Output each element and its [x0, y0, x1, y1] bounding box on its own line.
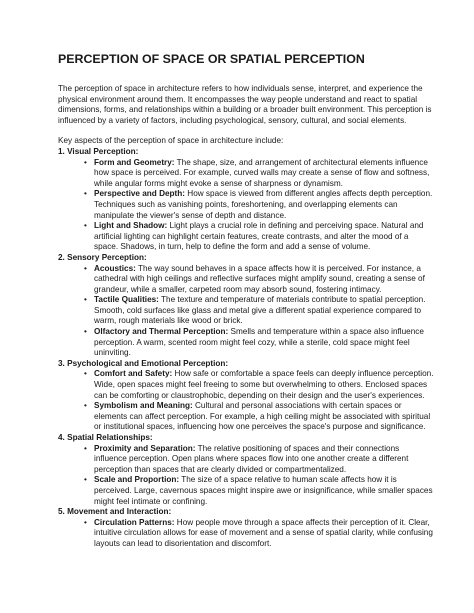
bullet-icon: •	[84, 189, 87, 199]
bullet-list	[58, 369, 434, 433]
bullet-icon: •	[84, 517, 87, 527]
item-text: Light plays a crucial role in defining and perceiving space. Natural and artificial lighting can highlight certain features, create contrasts, and alter the mood of a space. Shadows, in turn, help to define the form and add a sense of volume.	[94, 221, 424, 252]
item-term: Symbolism and Meaning:	[94, 401, 193, 411]
item-text: The texture and temperature of materials contribute to spatial perception. Smooth, cold surfaces like glass and metal give a different spatial experience compared to warm, rough materials like wood or brick.	[94, 295, 426, 326]
intro-paragraph: The perception of space in architecture refers to how individuals sense, interpret, and experience the physical environment around them. It encompasses the way people understand and react to spatial dimensions, forms, and relationships within a building or a broader built environment. This perception is influenced by a variety of factors, including psychological, sensory, cultural, and social elements.	[58, 84, 432, 125]
item-term: Olfactory and Thermal Perception:	[94, 327, 229, 337]
section-heading: 2. Sensory Perception:	[58, 252, 147, 262]
item-term: Comfort and Safety:	[94, 369, 173, 379]
bullet-list	[58, 264, 434, 359]
item-text: Cultural and personal associations with certain spaces or elements can affect perception. For example, a high ceiling might be associated with spiritual or institutional spaces, influencing how one perceives the space's purpose and significance.	[94, 401, 431, 432]
list-item	[58, 295, 434, 327]
section-heading: 4. Spatial Relationships:	[58, 433, 153, 442]
bullet-list	[58, 158, 434, 253]
list-item	[58, 264, 434, 296]
section	[58, 359, 434, 433]
section	[58, 147, 434, 253]
item-term: Scale and Proportion:	[94, 475, 180, 485]
section-heading: 1. Visual Perception:	[58, 146, 139, 156]
list-item	[58, 221, 434, 253]
item-term: Tactile Qualities:	[94, 295, 159, 305]
item-text: How people move through a space affects their perception of it. Clear, intuitive circulation allows for ease of movement and a sense of spatial clarity, while confusing layouts can lead to disorientation and discomfort.	[94, 517, 433, 548]
item-text: How safe or comfortable a space feels can deeply influence perception. Wide, open spaces might feel freeing to some but overwhelming to others. Enclosed spaces can be comforting or claustrophobic, depending on their design and the user's experiences.	[94, 369, 434, 400]
item-term: Proximity and Separation:	[94, 443, 196, 453]
bullet-icon: •	[84, 475, 87, 485]
list-item	[58, 444, 434, 476]
bullet-icon: •	[84, 327, 87, 337]
lead-sentence: Key aspects of the perception of space in architecture include:	[58, 136, 284, 146]
section-heading: 5. Movement and Interaction:	[58, 507, 172, 517]
page-title: PERCEPTION OF SPACE OR SPATIAL PERCEPTION	[58, 52, 365, 66]
item-text: Smells and temperature within a space also influence perception. A warm, scented room might feel cozy, while a sterile, cold space might feel uninviting.	[94, 327, 424, 358]
bullet-icon: •	[84, 443, 87, 453]
section	[58, 433, 434, 507]
bullet-list	[58, 518, 434, 550]
section-heading: 3. Psychological and Emotional Perception:	[58, 358, 229, 368]
list-item	[58, 158, 434, 190]
item-text: The way sound behaves in a space affects how it is perceived. For instance, a cathedral with high ceilings and reflective surfaces might amplify sound, creating a sense of grandeur, while a smaller, carpeted room may absorb sound, fostering intimacy.	[94, 263, 425, 294]
item-term: Light and Shadow:	[94, 221, 168, 231]
list-item	[58, 369, 434, 401]
item-term: Form and Geometry:	[94, 157, 175, 167]
section	[58, 507, 434, 549]
aspects-list	[58, 147, 434, 550]
bullet-icon: •	[84, 369, 87, 379]
bullet-list	[58, 444, 434, 508]
bullet-icon: •	[84, 157, 87, 167]
item-text: The relative positioning of spaces and their connections influence perception. Open plans where spaces flow into one another create a different perception than spaces that are clearly divided or compartmentalized.	[94, 443, 409, 474]
bullet-icon: •	[84, 401, 87, 411]
list-item	[58, 475, 434, 507]
item-text: The shape, size, and arrangement of architectural elements influence how space is perceived. For example, curved walls may create a sense of flow and softness, while angular forms might evoke a sense of sharpness or dynamism.	[94, 157, 430, 188]
bullet-icon: •	[84, 221, 87, 231]
bullet-icon: •	[84, 263, 87, 273]
section	[58, 253, 434, 359]
list-item	[58, 518, 434, 550]
item-text: The size of a space relative to human scale affects how it is perceived. Large, cavernous spaces might inspire awe or insignificance, while smaller spaces might feel intimate or confining.	[94, 475, 433, 506]
list-item	[58, 401, 434, 433]
item-text: How space is viewed from different angles affects depth perception. Techniques such as vanishing points, foreshortening, and overlapping elements can manipulate the viewer's sense of depth and distance.	[94, 189, 433, 220]
bullet-icon: •	[84, 295, 87, 305]
item-term: Circulation Patterns:	[94, 517, 175, 527]
item-term: Acoustics:	[94, 263, 136, 273]
list-item	[58, 327, 434, 359]
list-item	[58, 189, 434, 221]
item-term: Perspective and Depth:	[94, 189, 185, 199]
